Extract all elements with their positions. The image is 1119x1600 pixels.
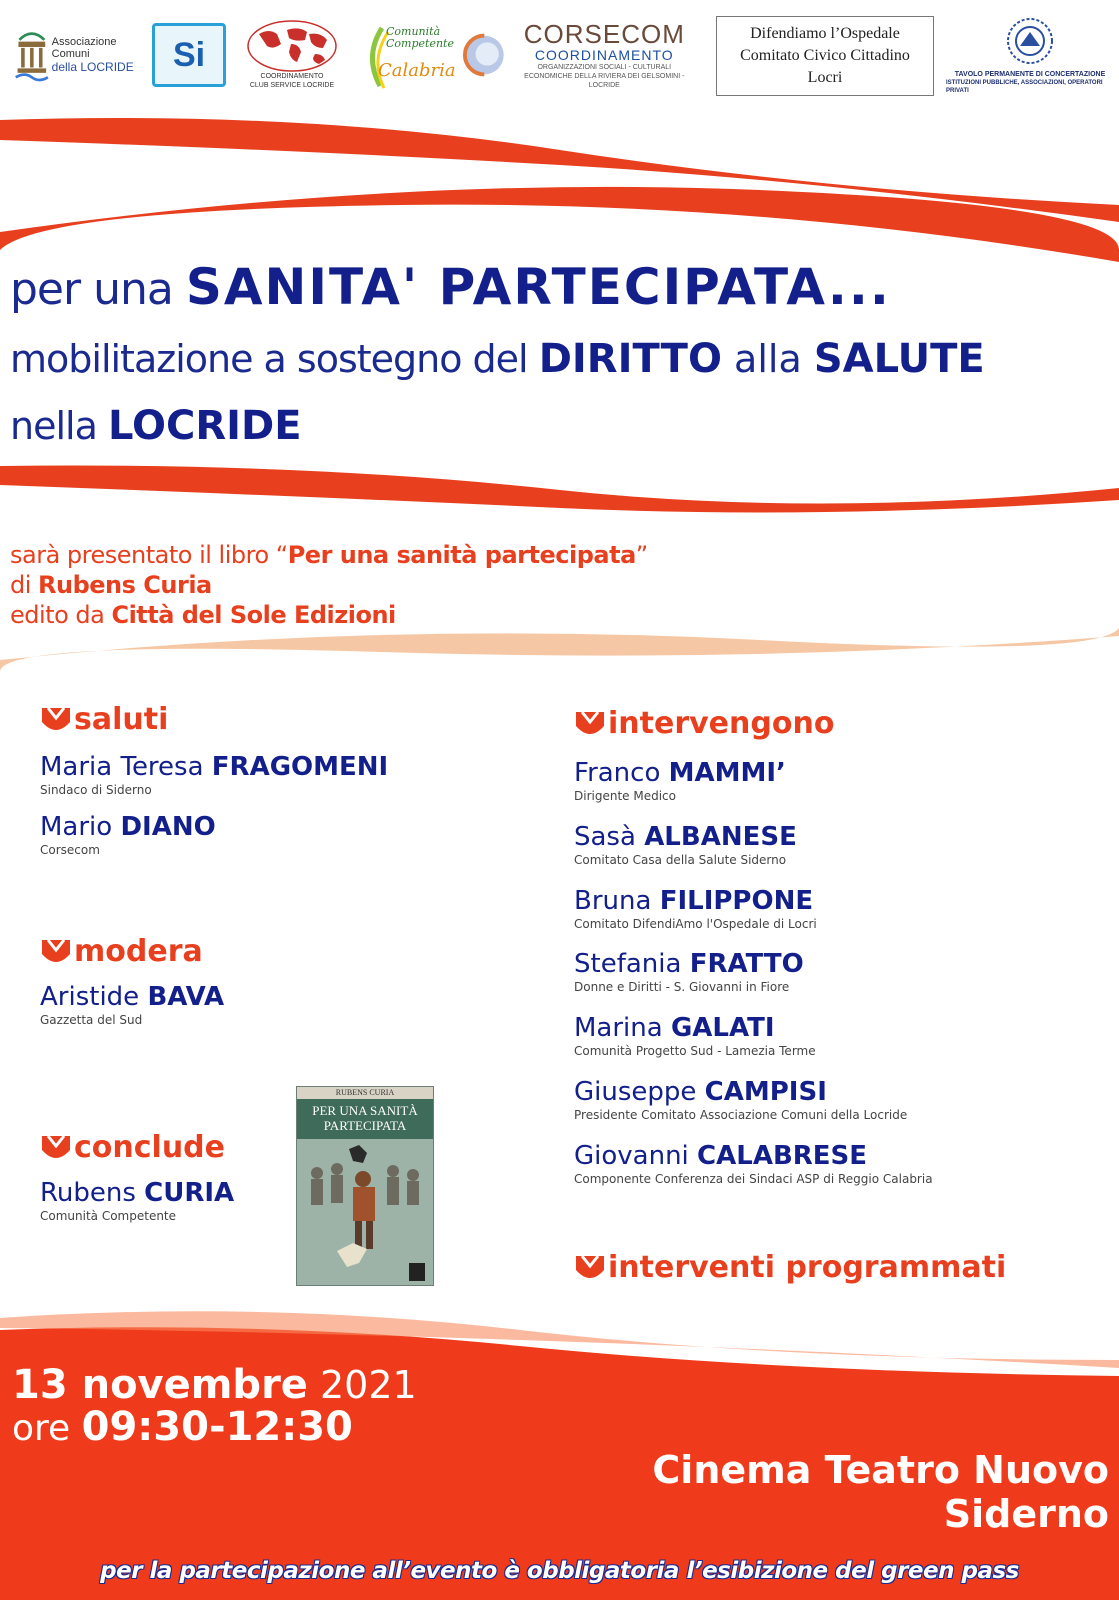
person-intervengono-5 xyxy=(574,1013,816,1059)
person-last-name: FRATTO xyxy=(689,949,804,979)
book-author: Rubens Curia xyxy=(38,571,212,599)
tavolo-line2: ISTITUZIONI PUBBLICHE, ASSOCIAZIONI, OPERATORI PRIVATI xyxy=(946,79,1103,94)
book-title: Per una sanità partecipata xyxy=(287,541,636,569)
person-first-name: Marina xyxy=(574,1013,671,1043)
club-line1: COORDINAMENTO xyxy=(260,73,324,80)
person-first-name: Maria Teresa xyxy=(40,752,212,782)
chevron-badge-icon xyxy=(40,704,72,736)
title-line1-bold: SANITA' PARTECIPATA... xyxy=(185,258,891,316)
green-pass-notice: per la partecipazione all’evento è obbligatoria l’esibizione del green pass xyxy=(100,1558,1019,1584)
assoc-line2: della LOCRIDE xyxy=(51,60,134,74)
time-range: 09:30-12:30 xyxy=(81,1404,353,1450)
person-role: Dirigente Medico xyxy=(574,789,676,803)
person-last-name: ALBANESE xyxy=(644,822,797,852)
person-first-name: Giuseppe xyxy=(574,1077,705,1107)
person-role: Comunità Competente xyxy=(40,1209,177,1223)
title-line2-light2: alla xyxy=(721,337,814,381)
person-intervengono-6 xyxy=(574,1077,907,1123)
person-intervengono-7 xyxy=(574,1141,933,1187)
person-intervengono-1 xyxy=(574,758,786,804)
person-modera-1 xyxy=(40,982,224,1028)
person-role: Comunità Progetto Sud - Lamezia Terme xyxy=(574,1044,816,1058)
conclude-heading: conclude xyxy=(74,1130,225,1165)
venue-line-2: Siderno xyxy=(943,1492,1109,1536)
person-first-name: Franco xyxy=(574,758,669,788)
chevron-badge-icon xyxy=(574,708,606,740)
person-first-name: Aristide xyxy=(40,982,148,1012)
person-intervengono-2 xyxy=(574,822,797,868)
person-saluti-1 xyxy=(40,752,388,798)
corsecom-sub: COORDINAMENTO xyxy=(534,46,674,63)
club-line2: CLUB SERVICE LOCRIDE xyxy=(249,82,335,89)
person-first-name: Giovanni xyxy=(574,1141,698,1171)
book-presentation xyxy=(10,540,810,630)
corsecom-name: CORSECOM xyxy=(523,18,685,49)
person-role: Presidente Comitato Associazione Comuni della Locride xyxy=(574,1108,908,1122)
title-line3-bold: LOCRIDE xyxy=(107,403,302,449)
book-line-3 xyxy=(10,600,810,630)
book-line-1 xyxy=(10,540,810,570)
comunita-line3: Calabria xyxy=(378,60,456,81)
person-last-name: FRAGOMENI xyxy=(211,752,389,782)
date-year: 2021 xyxy=(307,1363,417,1407)
date-bold: 13 novembre xyxy=(12,1362,308,1408)
person-last-name: CURIA xyxy=(144,1178,235,1208)
title-line-1 xyxy=(10,256,1110,330)
book-line2-light: di xyxy=(10,571,39,599)
chevron-badge-icon xyxy=(574,1252,606,1284)
person-last-name: DIANO xyxy=(120,812,216,842)
title-line3-light: nella xyxy=(10,404,108,448)
person-saluti-2 xyxy=(40,812,216,858)
chevron-badge-icon xyxy=(40,1132,72,1164)
title-line2-light: mobilitazione a sostegno del xyxy=(10,337,539,381)
book-cover-title-2: PARTECIPATA xyxy=(323,1118,407,1133)
person-role: Comitato DifendiAmo l'Ospedale di Locri xyxy=(574,917,817,931)
person-last-name: FILIPPONE xyxy=(659,886,814,916)
programmati-heading: interventi programmati xyxy=(608,1250,1007,1285)
person-conclude-1 xyxy=(40,1178,234,1224)
person-role: Donne e Diritti - S. Giovanni in Fiore xyxy=(574,980,790,994)
section-heading-saluti xyxy=(40,702,168,737)
modera-heading: modera xyxy=(74,934,203,969)
person-role: Gazzetta del Sud xyxy=(40,1013,143,1027)
title-line-3 xyxy=(10,396,1110,464)
title-line2-bold1: DIRITTO xyxy=(538,336,722,382)
section-heading-conclude xyxy=(40,1130,225,1165)
event-time xyxy=(12,1404,353,1458)
corsecom-line4: ECONOMICHE DELLA RIVIERA DEI GELSOMINI - LOCRIDE xyxy=(524,72,685,89)
tavolo-line1: TAVOLO PERMANENTE DI CONCERTAZIONE xyxy=(954,70,1106,78)
book-line3-light: edito da xyxy=(10,601,112,629)
ospedale-line3: Locri xyxy=(807,69,843,86)
comunita-line2: Competente xyxy=(386,37,454,50)
assoc-line1: Associazione Comuni xyxy=(51,36,117,60)
book-line1-end: ” xyxy=(635,541,648,569)
corsecom-line3: ORGANIZZAZIONI SOCIALI - CULTURALI xyxy=(537,63,672,71)
venue-line-1: Cinema Teatro Nuovo xyxy=(652,1448,1109,1492)
person-role: Comitato Casa della Salute Siderno xyxy=(574,853,787,867)
time-label: ore xyxy=(12,1408,82,1449)
book-line-2 xyxy=(10,570,810,600)
title-block xyxy=(10,256,1110,464)
section-heading-intervengono xyxy=(574,706,834,741)
person-role: Corsecom xyxy=(40,843,100,857)
ospedale-line2: Comitato Civico Cittadino xyxy=(740,47,910,64)
book-cover-title-1: PER UNA SANITÀ xyxy=(312,1103,418,1118)
person-last-name: CAMPISI xyxy=(704,1077,827,1107)
title-line1-light: per una xyxy=(10,264,186,315)
section-heading-programmati xyxy=(574,1250,1006,1285)
person-role: Componente Conferenza dei Sindaci ASP di Reggio Calabria xyxy=(574,1172,933,1186)
person-last-name: BAVA xyxy=(147,982,225,1012)
person-first-name: Sasà xyxy=(574,822,645,852)
person-intervengono-3 xyxy=(574,886,817,932)
comunita-line1: Comunità xyxy=(386,25,441,38)
si-label: Si xyxy=(172,35,206,74)
ospedale-line1: Difendiamo l’Ospedale xyxy=(750,25,900,42)
person-first-name: Bruna xyxy=(574,886,660,916)
person-last-name: GALATI xyxy=(670,1013,775,1043)
title-line-2 xyxy=(10,330,1110,396)
section-heading-modera xyxy=(40,934,203,969)
person-intervengono-4 xyxy=(574,949,804,995)
saluti-heading: saluti xyxy=(74,702,169,737)
book-publisher: Città del Sole Edizioni xyxy=(111,601,396,629)
person-last-name: CALABRESE xyxy=(697,1141,868,1171)
book-cover-author: RUBENS CURIA xyxy=(297,1087,433,1099)
person-first-name: Rubens xyxy=(40,1178,145,1208)
book-cover-illustration-icon xyxy=(297,1139,433,1286)
person-first-name: Mario xyxy=(40,812,121,842)
intervengono-heading: intervengono xyxy=(608,706,835,741)
person-first-name: Stefania xyxy=(574,949,690,979)
book-cover xyxy=(296,1086,434,1286)
chevron-badge-icon xyxy=(40,936,72,968)
event-venue xyxy=(652,1448,1109,1536)
title-line2-bold2: SALUTE xyxy=(813,336,985,382)
person-role: Sindaco di Siderno xyxy=(40,783,152,797)
book-line1-light: sarà presentato il libro “ xyxy=(10,541,288,569)
person-last-name: MAMMI’ xyxy=(668,758,786,788)
